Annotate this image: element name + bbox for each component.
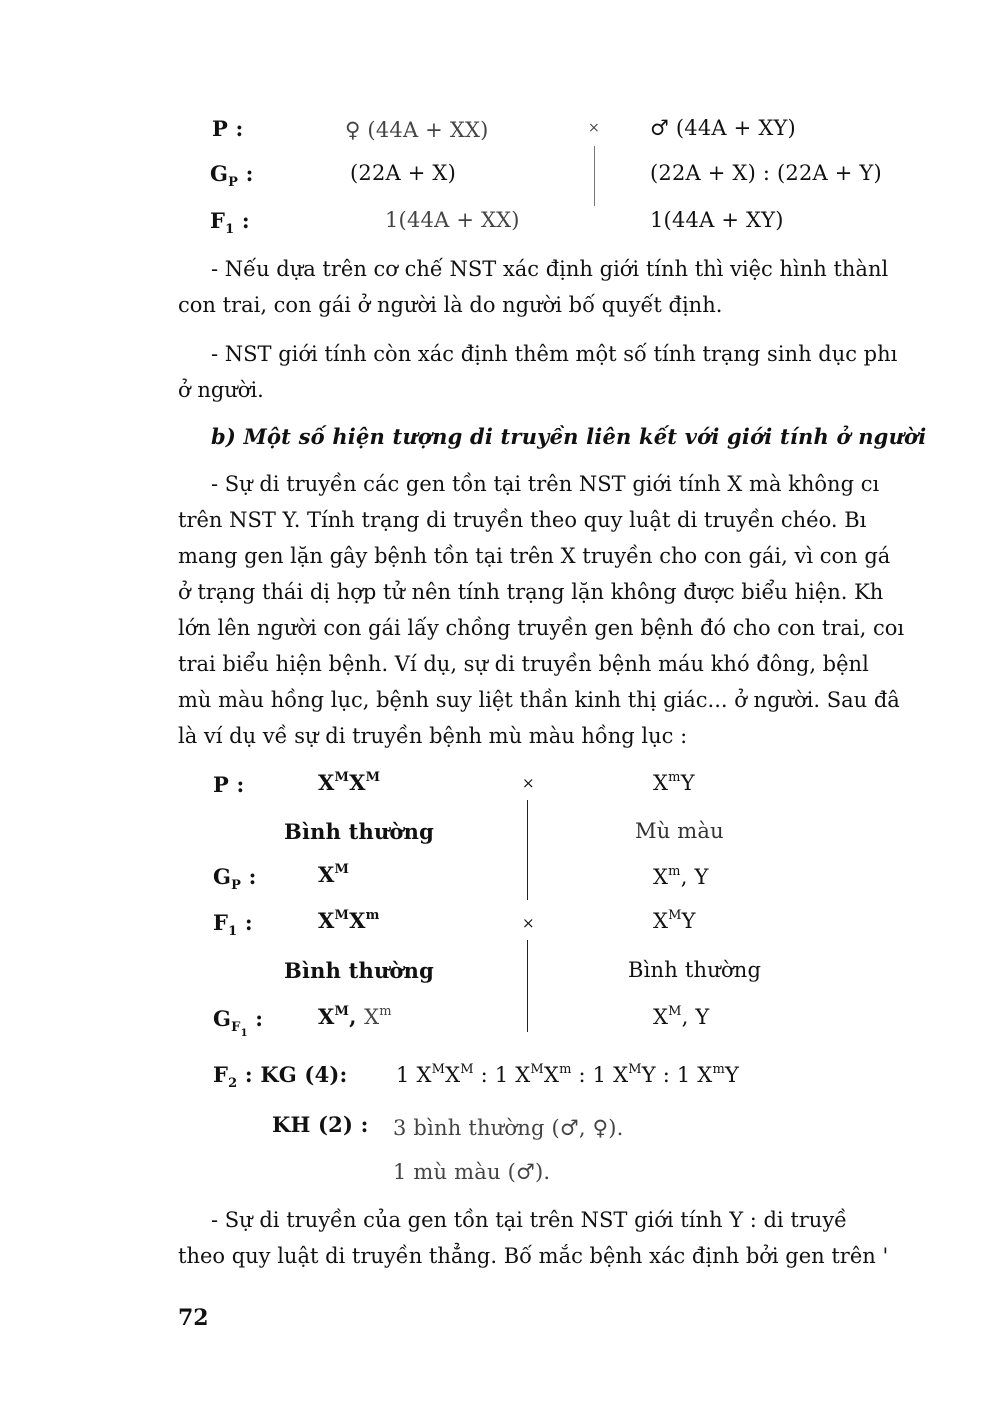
phenotype-normal: Bình thường	[284, 819, 434, 844]
gp-label: $G_P$ :	[210, 161, 254, 190]
page-number: 72	[178, 1305, 209, 1331]
text-line: con trai, con gái ở người là do người bố quyết định.	[178, 293, 723, 317]
f1-label: $F_1$ :	[210, 208, 250, 237]
f1-phenotype-normal: Bình thường	[284, 958, 434, 983]
text-line: trai biểu hiện bệnh. Ví dụ, sự di truyền bệnh máu khó đông, bệnl	[178, 652, 869, 676]
gp-male-gametes: $X^m$, Y	[653, 864, 709, 889]
f1-male-genotype: $X^MY$	[653, 908, 696, 933]
kh-label: KH (2) :	[272, 1112, 369, 1137]
text-line: - Sự di truyền các gen tồn tại trên NST giới tính X mà không cı	[211, 472, 880, 496]
text-line: - Nếu dựa trên cơ chế NST xác định giới tính thì việc hình thànl	[211, 257, 889, 281]
f1-male: 1(44A + XY)	[650, 208, 784, 232]
cross-divider	[527, 940, 528, 1032]
paragraph-sex-traits	[178, 336, 944, 408]
gp-male: (22A + X) : (22A + Y)	[650, 161, 882, 185]
kh-colorblind: 1 mù màu (♂).	[393, 1160, 551, 1184]
gf1-label: $G_{F_1}$ :	[213, 1006, 264, 1039]
p-label: P :	[213, 772, 245, 797]
cross-divider	[594, 146, 595, 206]
phenotype-colorblind: Mù màu	[635, 819, 724, 843]
text-line: theo quy luật di truyền thẳng. Bố mắc bệnh xác định bởi gen trên '	[178, 1244, 889, 1268]
text-line: ở người.	[178, 378, 264, 402]
paragraph-sex-determination	[178, 251, 944, 323]
cross-sign: ×	[522, 774, 535, 792]
text-line: là ví dụ về sự di truyền bệnh mù màu hồng lục :	[178, 724, 688, 748]
gf1-male-gametes: $X^M$, Y	[653, 1004, 710, 1029]
text-line: - Sự di truyền của gen tồn tại trên NST giới tính Y : di truyề	[211, 1208, 848, 1232]
cross-sign: ×	[588, 120, 600, 136]
paragraph-x-linked	[178, 466, 944, 754]
kh-normal: 3 bình thường (♂, ♀).	[393, 1116, 624, 1140]
p-female-genotype: $X^MX^M$	[318, 770, 381, 795]
paragraph-y-linked	[178, 1202, 944, 1274]
cross-sign: ×	[522, 914, 535, 932]
text-line: ở trạng thái dị hợp tử nên tính trạng lặn không được biểu hiện. Kh	[178, 580, 884, 604]
gp-female: (22A + X)	[350, 161, 456, 185]
gf1-female-gametes: $X^M$, $X^m$	[318, 1004, 392, 1029]
p-male: ♂ (44A + XY)	[650, 116, 796, 140]
p-label: P :	[212, 116, 244, 141]
text-line: mang gen lặn gây bệnh tồn tại trên X truyền cho con gái, vì con gá	[178, 544, 891, 568]
cross-divider	[527, 800, 528, 900]
f1-female: 1(44A + XX)	[385, 208, 520, 232]
section-heading: b) Một số hiện tượng di truyền liên kết với giới tính ở người	[211, 424, 927, 449]
f2-genotypes: $F_2$ : KG (4):	[213, 1062, 348, 1091]
text-line: - NST giới tính còn xác định thêm một số tính trạng sinh dục phı	[211, 342, 898, 366]
gp-label: $G_P$ :	[213, 864, 257, 893]
text-line: lớn lên người con gái lấy chồng truyền gen bệnh đó cho con trai, coı	[178, 616, 905, 640]
p-male-genotype: $X^mY$	[653, 770, 695, 795]
gp-female-gamete: $X^M$	[318, 862, 350, 887]
text-line: mù màu hồng lục, bệnh suy liệt thần kinh thị giác... ở người. Sau đâ	[178, 688, 900, 712]
p-female: ♀ (44A + XX)	[345, 118, 489, 142]
f2-genotype-ratio: 1 $X^MX^M$ : 1 $X^MX^m$ : 1 $X^MY$ : 1 $X^mY$	[396, 1062, 740, 1087]
f1-female-genotype: $X^MX^m$	[318, 908, 380, 933]
f1-label: $F_1$ :	[213, 910, 253, 939]
f1-phenotype-normal-male: Bình thường	[628, 958, 762, 982]
text-line: trên NST Y. Tính trạng di truyền theo quy luật di truyền chéo. Bı	[178, 508, 867, 532]
